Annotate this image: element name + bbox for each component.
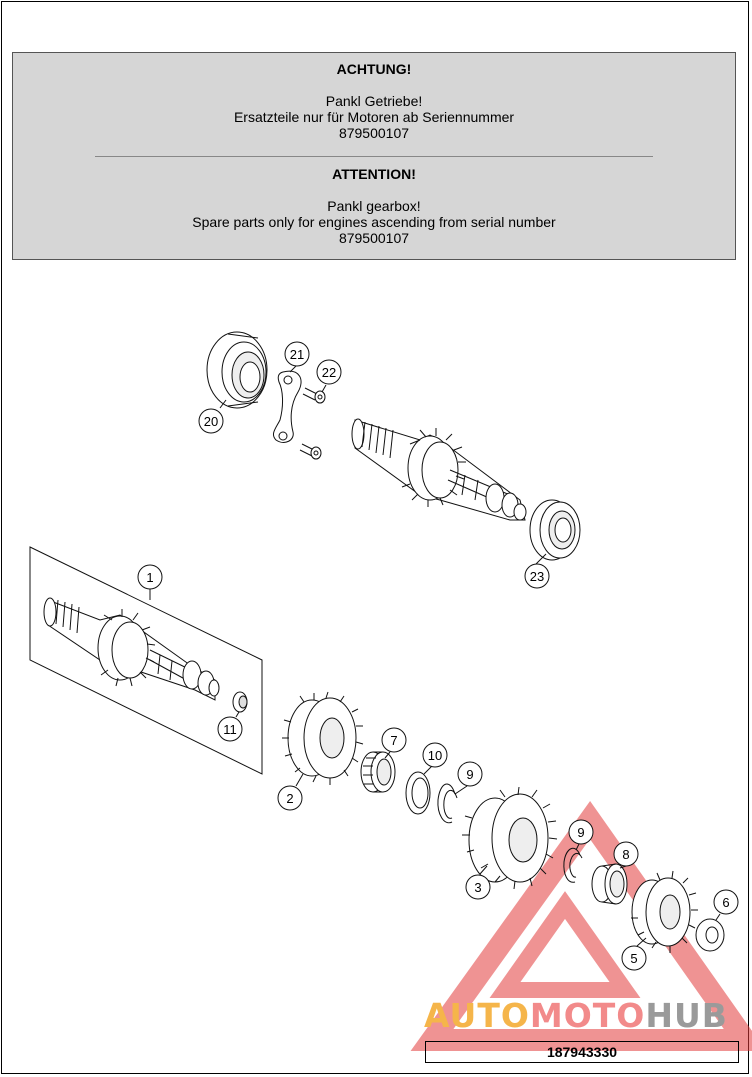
drawing-number: 187943330 (425, 1041, 739, 1063)
callout-23[interactable] (525, 564, 549, 588)
bearing-20 (207, 332, 267, 408)
countershaft-upper (352, 419, 526, 520)
callout-21[interactable] (285, 342, 309, 366)
callout-9b-label: 9 (577, 825, 585, 840)
notice-line2-de: Ersatzteile nur für Motoren ab Seriennummer (233, 109, 515, 125)
notice-heading-en: ATTENTION! (332, 166, 416, 182)
callout-20-label: 20 (203, 414, 219, 429)
callout-11[interactable] (218, 717, 242, 741)
callout-3-label: 3 (474, 880, 482, 895)
callout-22[interactable] (317, 360, 341, 384)
callout-1-label: 1 (146, 570, 154, 585)
watermark-part-hub: HUB (645, 996, 728, 1035)
callout-8[interactable] (614, 842, 638, 866)
washer-6 (696, 919, 724, 951)
notice-line1-de: Pankl Getriebe! (325, 93, 423, 109)
locking-plate-21 (273, 371, 301, 442)
callout-22-label: 22 (321, 365, 337, 380)
bushing-8 (592, 864, 627, 904)
callout-6-label: 6 (722, 895, 730, 910)
callout-5[interactable] (622, 946, 646, 970)
screw-22-upper (303, 388, 325, 403)
callout-7-label: 7 (390, 733, 398, 748)
needle-bearing-7 (361, 752, 395, 792)
notice-line1-en: Pankl gearbox! (327, 198, 421, 214)
callout-9a[interactable] (458, 762, 482, 786)
callout-8-label: 8 (622, 847, 630, 862)
bushing-11 (233, 692, 247, 712)
notice-line2-en: Spare parts only for engines ascending from serial number (192, 214, 556, 230)
watermark-part-auto: AUTO (424, 996, 530, 1035)
washer-10 (406, 772, 430, 814)
callout-7[interactable] (382, 728, 406, 752)
bearing-23 (530, 500, 580, 560)
callout-21-label: 21 (289, 347, 305, 362)
notice-serial-de: 879500107 (338, 125, 410, 141)
callout-10-label: 10 (427, 748, 443, 763)
callout-2[interactable] (278, 786, 302, 810)
callout-11-label: 11 (223, 722, 237, 737)
callout-20[interactable] (199, 409, 223, 433)
callout-9b[interactable] (569, 820, 593, 844)
notice-heading-de: ACHTUNG! (336, 61, 412, 77)
gear-2 (282, 692, 363, 785)
screw-22-lower (300, 444, 321, 459)
notice-serial-en: 879500107 (338, 230, 410, 246)
callout-3[interactable] (466, 875, 490, 899)
callout-5-label: 5 (630, 951, 638, 966)
callout-6[interactable] (714, 890, 738, 914)
callout-1[interactable] (138, 565, 162, 589)
watermark-part-moto: MOTO (529, 996, 646, 1035)
callout-23-label: 23 (529, 569, 545, 584)
watermark-brand (424, 996, 728, 1035)
circlip-9-first (438, 784, 457, 823)
callout-2-label: 2 (286, 791, 294, 806)
callout-9a-label: 9 (466, 767, 474, 782)
callout-10[interactable] (423, 743, 447, 767)
